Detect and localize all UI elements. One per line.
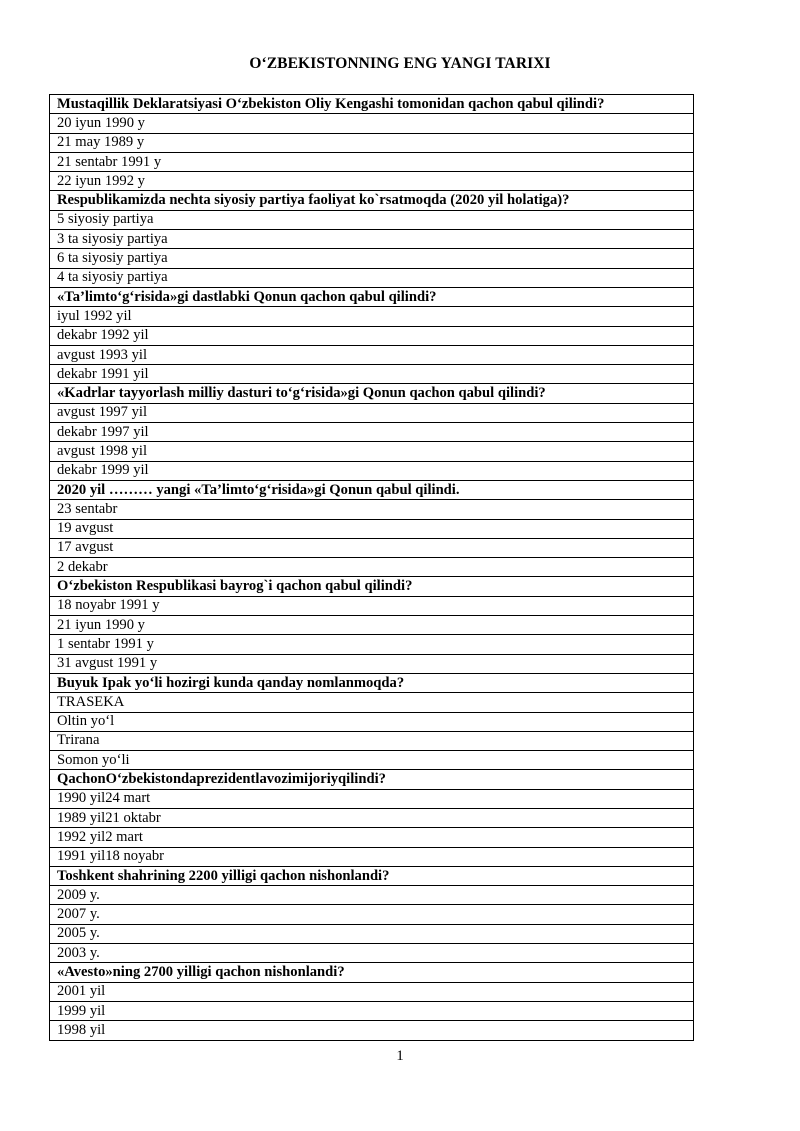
answer-option-text: dekabr 1999 yil	[50, 461, 694, 480]
answer-option-text: avgust 1993 yil	[50, 345, 694, 364]
answer-option-row	[50, 1021, 694, 1040]
answer-option-text: 2007 y.	[50, 905, 694, 924]
answer-option-text: 31 avgust 1991 y	[50, 654, 694, 673]
question-text: «Kadrlar tayyorlash milliy dasturi to‘g‘risida»gi Qonun qachon qabul qilindi?	[50, 384, 694, 403]
question-text: O‘zbekiston Respublikasi bayrog`i qachon qabul qilindi?	[50, 577, 694, 596]
answer-option-row	[50, 345, 694, 364]
question-row	[50, 963, 694, 982]
answer-option-row	[50, 461, 694, 480]
answer-option-row	[50, 596, 694, 615]
answer-option-row	[50, 924, 694, 943]
answer-option-text: dekabr 1997 yil	[50, 423, 694, 442]
answer-option-row	[50, 751, 694, 770]
answer-option-row	[50, 808, 694, 827]
answer-option-text: dekabr 1991 yil	[50, 365, 694, 384]
answer-option-text: TRASEKA	[50, 693, 694, 712]
question-table-body	[50, 95, 694, 1041]
answer-option-text: 2001 yil	[50, 982, 694, 1001]
page-title: O‘ZBEKISTONNING ENG YANGI TARIXI	[249, 55, 551, 72]
answer-option-text: 21 may 1989 y	[50, 133, 694, 152]
question-row	[50, 577, 694, 596]
answer-option-row	[50, 133, 694, 152]
answer-option-row	[50, 268, 694, 287]
question-text: «Avesto»ning 2700 yilligi qachon nishonlandi?	[50, 963, 694, 982]
answer-option-text: 1999 yil	[50, 1001, 694, 1020]
question-row	[50, 287, 694, 306]
question-text: Respublikamizda nechta siyosiy partiya faoliyat ko`rsatmoqda (2020 yil holatiga)?	[50, 191, 694, 210]
answer-option-text: 1990 yil24 mart	[50, 789, 694, 808]
answer-option-row	[50, 538, 694, 557]
answer-option-row	[50, 789, 694, 808]
answer-option-text: 2 dekabr	[50, 558, 694, 577]
answer-option-text: iyul 1992 yil	[50, 307, 694, 326]
answer-option-text: 23 sentabr	[50, 500, 694, 519]
answer-option-row	[50, 365, 694, 384]
answer-option-row	[50, 616, 694, 635]
answer-option-row	[50, 403, 694, 422]
question-table	[49, 94, 694, 1041]
answer-option-text: 17 avgust	[50, 538, 694, 557]
question-text: Buyuk Ipak yo‘li hozirgi kunda qanday nomlanmoqda?	[50, 673, 694, 692]
question-row	[50, 866, 694, 885]
question-row	[50, 384, 694, 403]
answer-option-row	[50, 249, 694, 268]
answer-option-row	[50, 886, 694, 905]
answer-option-text: 2003 y.	[50, 944, 694, 963]
answer-option-row	[50, 152, 694, 171]
answer-option-text: Trirana	[50, 731, 694, 750]
answer-option-row	[50, 712, 694, 731]
answer-option-row	[50, 847, 694, 866]
answer-option-text: 1991 yil18 noyabr	[50, 847, 694, 866]
answer-option-text: avgust 1997 yil	[50, 403, 694, 422]
answer-option-row	[50, 500, 694, 519]
answer-option-row	[50, 326, 694, 345]
answer-option-row	[50, 828, 694, 847]
answer-option-text: 22 iyun 1992 y	[50, 172, 694, 191]
question-row	[50, 673, 694, 692]
question-row	[50, 95, 694, 114]
answer-option-text: 1998 yil	[50, 1021, 694, 1040]
answer-option-text: 20 iyun 1990 y	[50, 114, 694, 133]
answer-option-text: 3 ta siyosiy partiya	[50, 230, 694, 249]
question-text: «Ta’limto‘g‘risida»gi dastlabki Qonun qachon qabul qilindi?	[50, 287, 694, 306]
answer-option-row	[50, 307, 694, 326]
answer-option-text: 1 sentabr 1991 y	[50, 635, 694, 654]
answer-option-row	[50, 423, 694, 442]
answer-option-row	[50, 558, 694, 577]
answer-option-row	[50, 442, 694, 461]
answer-option-text: 2009 y.	[50, 886, 694, 905]
answer-option-row	[50, 1001, 694, 1020]
answer-option-row	[50, 693, 694, 712]
answer-option-text: 2005 y.	[50, 924, 694, 943]
answer-option-text: 19 avgust	[50, 519, 694, 538]
answer-option-row	[50, 210, 694, 229]
question-row	[50, 480, 694, 499]
answer-option-row	[50, 982, 694, 1001]
question-text: Mustaqillik Deklaratsiyasi O‘zbekiston Oliy Kengashi tomonidan qachon qabul qilindi?	[50, 95, 694, 114]
answer-option-text: 1992 yil2 mart	[50, 828, 694, 847]
question-row	[50, 770, 694, 789]
answer-option-text: 1989 yil21 oktabr	[50, 808, 694, 827]
answer-option-row	[50, 905, 694, 924]
question-text: QachonO‘zbekistondaprezidentlavozimijoriyqilindi?	[50, 770, 694, 789]
question-text: Toshkent shahrining 2200 yilligi qachon nishonlandi?	[50, 866, 694, 885]
answer-option-text: avgust 1998 yil	[50, 442, 694, 461]
answer-option-row	[50, 114, 694, 133]
answer-option-row	[50, 635, 694, 654]
answer-option-row	[50, 172, 694, 191]
answer-option-text: 6 ta siyosiy partiya	[50, 249, 694, 268]
answer-option-row	[50, 519, 694, 538]
answer-option-text: 21 sentabr 1991 y	[50, 152, 694, 171]
answer-option-text: Somon yo‘li	[50, 751, 694, 770]
answer-option-row	[50, 731, 694, 750]
question-row	[50, 191, 694, 210]
answer-option-text: 18 noyabr 1991 y	[50, 596, 694, 615]
answer-option-text: 5 siyosiy partiya	[50, 210, 694, 229]
answer-option-row	[50, 654, 694, 673]
page-number: 1	[396, 1048, 404, 1064]
answer-option-row	[50, 944, 694, 963]
answer-option-row	[50, 230, 694, 249]
answer-option-text: Oltin yo‘l	[50, 712, 694, 731]
answer-option-text: dekabr 1992 yil	[50, 326, 694, 345]
answer-option-text: 4 ta siyosiy partiya	[50, 268, 694, 287]
question-text: 2020 yil ……… yangi «Ta’limto‘g‘risida»gi Qonun qabul qilindi.	[50, 480, 694, 499]
answer-option-text: 21 iyun 1990 y	[50, 616, 694, 635]
